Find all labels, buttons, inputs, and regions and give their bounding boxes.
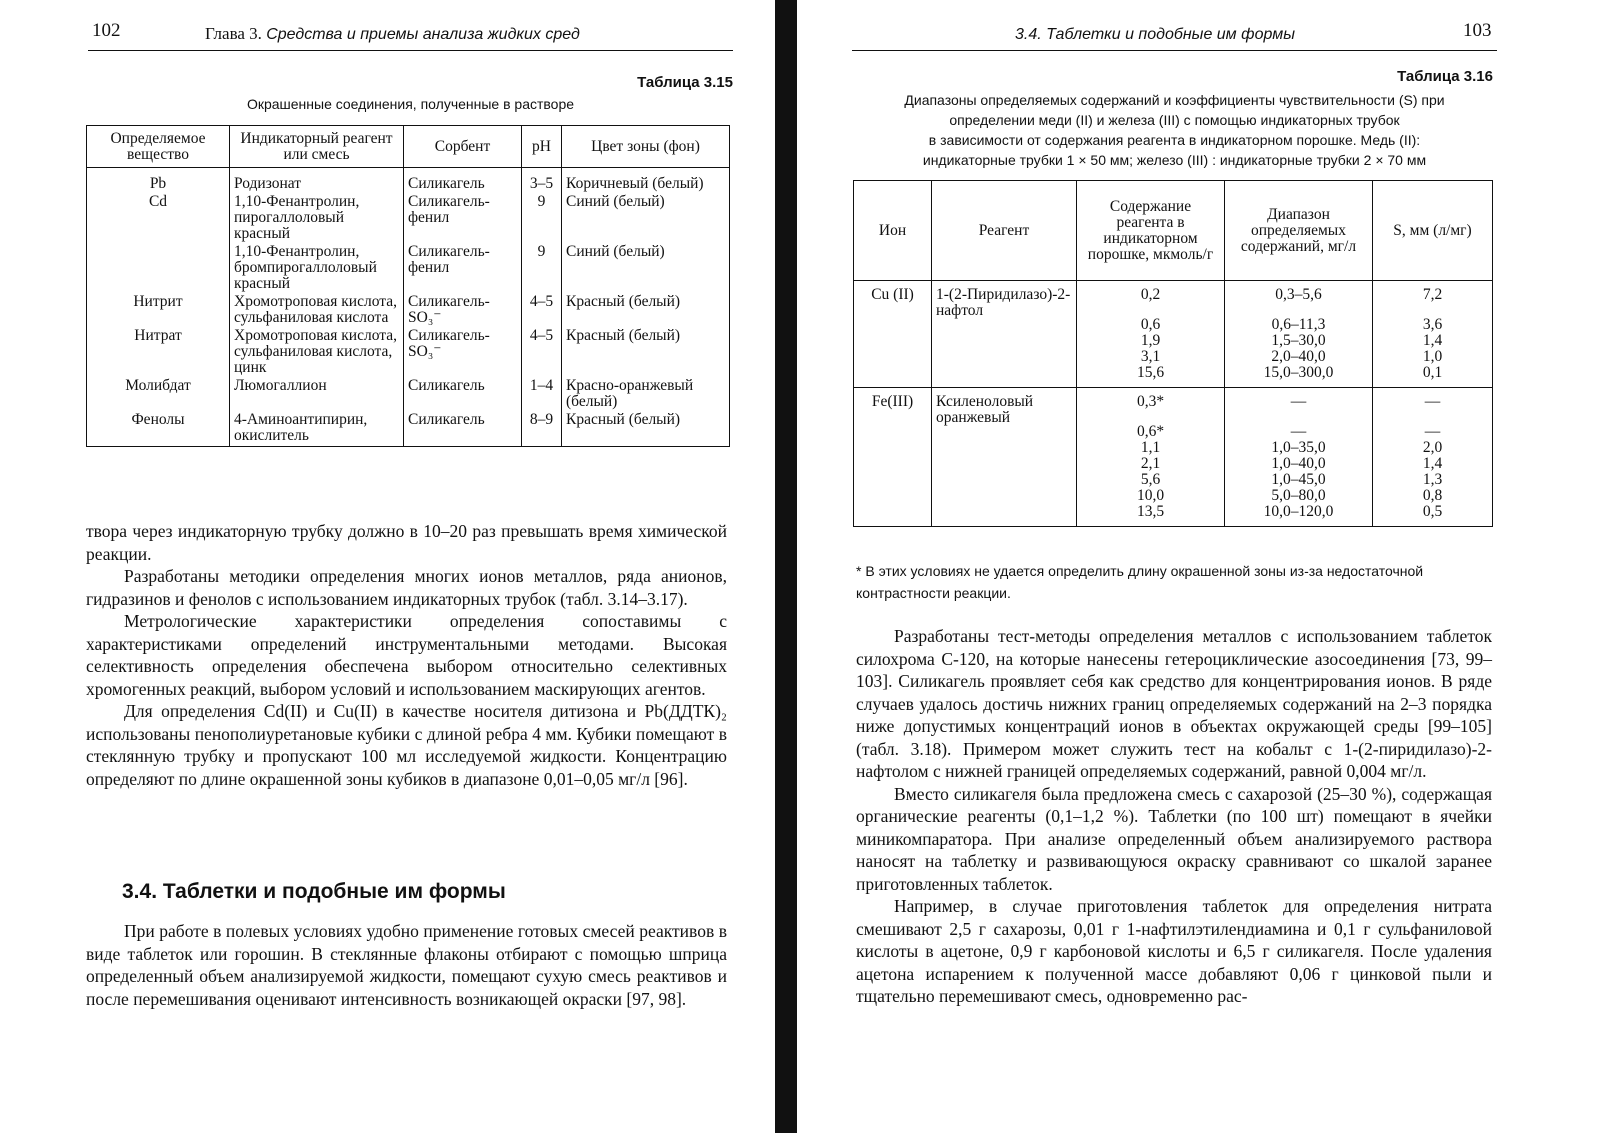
table-row	[854, 281, 1493, 318]
caption-line: определении меди (II) и железа (III) с помощью индикаторных трубок	[949, 112, 1400, 128]
table-cell-range: —	[1225, 388, 1373, 425]
paragraph: Разработаны методики определения многих ионов металлов, ряда анионов, гидразинов и фенолов с использованием индикаторных трубок (табл. 3.14–3.17).	[86, 566, 727, 609]
table-316-body	[854, 281, 1493, 527]
table-316-caption	[852, 90, 1497, 170]
section-body-text	[86, 920, 727, 1010]
table-value: 0,1	[1422, 364, 1443, 381]
table-cell-ion: Fe(III)	[854, 388, 932, 527]
table-row	[87, 168, 730, 195]
table-cell-content-stack	[1077, 424, 1225, 527]
table-value: 1,4	[1422, 332, 1443, 349]
table-value: 2,0–40,0	[1271, 348, 1326, 365]
table-cell-range: 0,3–5,6	[1225, 281, 1373, 318]
paragraph: Вместо силикагеля была предложена смесь с сахарозой (25–30 %), содержащая органические реагенты (0,1–1,2 %). Таблетки (по 100 шт) помещают в ячейки миникомпаратора. При анализе определенный объем анализируемого раствора наносят на таблетку и развивающуюся окраску сравнивают со шкалой заранее приготовленных таблеток.	[856, 783, 1492, 894]
table-cell-sorbent: Силикагель	[404, 378, 522, 412]
table-cell-color: Коричневый (белый)	[562, 168, 730, 195]
table-cell-ph: 4–5	[522, 328, 562, 378]
table-cell-substance: Нитрит	[87, 294, 230, 328]
right-body-text	[856, 625, 1492, 1008]
table-value: 3,1	[1140, 348, 1161, 365]
paragraph: твора через индикаторную трубку должно в 10–20 раз превышать время химической реакции.	[86, 521, 727, 564]
table-316-footnote: * В этих условиях не удается определить длину окрашенной зоны из-за недостаточной контрастности реакции.	[856, 563, 1424, 601]
left-page-number: 102	[92, 20, 121, 41]
table-316-header: Реагент	[932, 181, 1077, 281]
table-cell-color: Красно-оранжевый (белый)	[562, 378, 730, 412]
paragraph: Разработаны тест-методы определения металлов с использованием таблеток силохрома С-120, на которые нанесены гетероциклические азосоединения [73, 99–103]. Силикагель проявляет себя как средство для концентрирования ионов. В ряде случаев удалось достичь нижних границ определяемых содержаний на 2–3 порядка ниже допустимых концентраций ионов в объектах окружающей среды [99–105] (табл. 3.18). Примером может служить тест на кобальт с 1-(2-пиридилазо)-2-нафтолом с нижней границей определяемых содержаний, равной 0,004 мг/л.	[856, 626, 1492, 781]
right-page	[800, 0, 1600, 1133]
table-315-body	[87, 168, 730, 447]
table-value: 1,3	[1422, 471, 1443, 488]
table-value: 0,6–11,3	[1271, 316, 1326, 333]
table-cell-sorbent: Силикагель-фенил	[404, 244, 522, 294]
caption-line: индикаторные трубки 1 × 50 мм; железо (III) : индикаторные трубки 2 × 70 мм	[922, 152, 1427, 168]
table-cell-color: Красный (белый)	[562, 294, 730, 328]
table-row	[87, 194, 730, 244]
table-cell-sorbent: Силикагель-SO₃⁻	[404, 294, 522, 328]
table-315-label: Таблица 3.15	[637, 74, 733, 91]
table-cell-content-stack	[1077, 317, 1225, 388]
table-cell-reagent: Родизонат	[230, 168, 404, 195]
paragraph: Например, в случае приготовления таблеток для определения нитрата смешивают 2,5 г сахарозы, 0,01 г 1-нафтилэтилендиамина и 0,1 г сульфаниловой кислоты в ацетоне, 0,9 г карбоновой кислоты и 6,5 г силикагеля. После удаления ацетона испарением к полученной массе добавляют 0,06 г цинковой пыли и тщательно перемешивают смесь, одновременно рас-	[856, 896, 1492, 1006]
right-section-title: 3.4. Таблетки и подобные им формы	[1015, 26, 1295, 43]
table-cell-range-stack	[1225, 317, 1373, 388]
table-cell-ph: 8–9	[522, 412, 562, 447]
table-cell-color: Красный (белый)	[562, 412, 730, 447]
right-page-number: 103	[1463, 20, 1492, 41]
table-cell-reagent: 1,10-Фенантролин, пирогаллоловый красный	[230, 194, 404, 244]
table-value: 5,0–80,0	[1271, 487, 1326, 504]
table-value: 0,6*	[1136, 423, 1165, 440]
table-value: 5,6	[1140, 471, 1161, 488]
table-value: —	[1424, 423, 1441, 440]
paragraph: При работе в полевых условиях удобно применение готовых смесей реактивов в виде таблеток или горошин. В стеклянные флаконы отбирают с помощью шприца определенный объем анализируемой жидкости, помещают сухую смесь реактивов и после перемешивания оценивают интенсивность возникающей окраски [97, 98].	[86, 921, 727, 1009]
table-value: 15,0–300,0	[1263, 364, 1334, 381]
table-cell-sorbent: Силикагель-SO₃⁻	[404, 328, 522, 378]
table-316-header: Содержание реагента в индикаторном порошке, мкмоль/г	[1077, 181, 1225, 281]
chapter-title: Средства и приемы анализа жидких сред	[266, 26, 580, 43]
table-cell-color: Синий (белый)	[562, 194, 730, 244]
table-315-header: Индикаторный реагент или смесь	[230, 126, 404, 168]
table-cell-reagent: 1,10-Фенантролин, бромпирогаллоловый красный	[230, 244, 404, 294]
table-value: 1,0–35,0	[1271, 439, 1326, 456]
table-cell-content: 0,3*	[1077, 388, 1225, 425]
table-cell-ion: Cu (II)	[854, 281, 932, 388]
table-cell-substance: Pb	[87, 168, 230, 195]
table-cell-substance: Нитрат	[87, 328, 230, 378]
table-315-header: Сорбент	[404, 126, 522, 168]
table-cell-sorbent: Силикагель	[404, 412, 522, 447]
table-315-caption: Окрашенные соединения, полученные в растворе	[246, 96, 575, 112]
table-row	[87, 244, 730, 294]
table-316-label: Таблица 3.16	[1397, 68, 1493, 85]
table-cell-reagent: Хромотроповая кислота, сульфаниловая кислота, цинк	[230, 328, 404, 378]
table-316-header: Диапазон определяемых содержаний, мг/л	[1225, 181, 1373, 281]
table-cell-ph: 9	[522, 194, 562, 244]
table-value: 1,1	[1140, 439, 1161, 456]
table-316	[853, 180, 1493, 527]
table-value: 1,0	[1422, 348, 1443, 365]
table-value: 0,8	[1422, 487, 1443, 504]
table-value: 13,5	[1136, 503, 1165, 520]
right-running-header	[800, 0, 1600, 43]
table-315-header: Определяемое вещество	[87, 126, 230, 168]
table-value: 1,4	[1422, 455, 1443, 472]
table-value: 0,5	[1422, 503, 1443, 520]
right-header-rule	[852, 50, 1497, 51]
table-cell-reagent: Ксиленоловый оранжевый	[932, 388, 1077, 527]
table-316-header: Ион	[854, 181, 932, 281]
table-316-header: S, мм (л/мг)	[1373, 181, 1493, 281]
table-value: 10,0–120,0	[1263, 503, 1334, 520]
caption-line: в зависимости от содержания реагента в индикаторном порошке. Медь (II):	[928, 132, 1421, 148]
table-cell-substance	[87, 244, 230, 294]
table-cell-ph: 4–5	[522, 294, 562, 328]
table-cell-content: 0,2	[1077, 281, 1225, 318]
table-value: 1,9	[1140, 332, 1161, 349]
table-cell-s-stack	[1373, 424, 1493, 527]
table-cell-reagent: 1-(2-Пиридилазо)-2-нафтол	[932, 281, 1077, 388]
table-value: 1,0–45,0	[1271, 471, 1326, 488]
table-value: 1,5–30,0	[1271, 332, 1326, 349]
table-cell-sorbent: Силикагель	[404, 168, 522, 195]
left-header-rule	[88, 50, 733, 51]
table-value: 2,1	[1140, 455, 1161, 472]
table-row	[854, 388, 1493, 425]
table-cell-color: Синий (белый)	[562, 244, 730, 294]
section-heading: 3.4. Таблетки и подобные им формы	[122, 880, 506, 903]
table-cell-ph: 9	[522, 244, 562, 294]
left-running-header	[0, 0, 775, 43]
table-cell-s: 7,2	[1373, 281, 1493, 318]
table-cell-ph: 3–5	[522, 168, 562, 195]
left-body-text	[86, 520, 727, 790]
table-cell-substance: Cd	[87, 194, 230, 244]
table-cell-color: Красный (белый)	[562, 328, 730, 378]
table-cell-s-stack	[1373, 317, 1493, 388]
table-row	[87, 328, 730, 378]
table-cell-substance: Молибдат	[87, 378, 230, 412]
table-315-header: Цвет зоны (фон)	[562, 126, 730, 168]
book-spine	[775, 0, 797, 1133]
table-value: 2,0	[1422, 439, 1443, 456]
table-cell-substance: Фенолы	[87, 412, 230, 447]
table-cell-ph: 1–4	[522, 378, 562, 412]
table-value: 15,6	[1136, 364, 1165, 381]
chapter-prefix: Глава 3.	[205, 24, 262, 43]
table-row	[87, 412, 730, 447]
table-value: 0,6	[1140, 316, 1161, 333]
table-315	[86, 125, 730, 447]
table-315-header: pH	[522, 126, 562, 168]
table-cell-s: —	[1373, 388, 1493, 425]
table-cell-range-stack	[1225, 424, 1373, 527]
table-cell-reagent: 4-Аминоантипирин, окислитель	[230, 412, 404, 447]
caption-line: Диапазоны определяемых содержаний и коэффициенты чувствительности (S) при	[904, 92, 1445, 108]
table-row	[87, 378, 730, 412]
paragraph: Метрологические характеристики определения сопоставимы с характеристиками определений инструментальными методами. Высокая селективность определения обеспечена выбором относительно селективных хромогенных реакций, выбором условий и использованием маскирующих агентов.	[86, 611, 727, 699]
table-value: 3,6	[1422, 316, 1443, 333]
table-value: —	[1290, 423, 1307, 440]
table-value: 10,0	[1136, 487, 1165, 504]
paragraph: Для определения Cd(II) и Cu(II) в качестве носителя дитизона и Pb(ДДТК)₂ использованы пенополиуретановые кубики с длиной ребра 4 мм. Кубики помещают в стеклянную трубку и пропускают 100 мл исследуемой жидкости. Концентрацию определяют по длине окрашенной зоны кубиков в диапазоне 0,01–0,05 мг/л [96].	[86, 701, 727, 789]
table-cell-sorbent: Силикагель-фенил	[404, 194, 522, 244]
table-cell-reagent: Хромотроповая кислота, сульфаниловая кислота	[230, 294, 404, 328]
table-value: 1,0–40,0	[1271, 455, 1326, 472]
table-cell-reagent: Люмогаллион	[230, 378, 404, 412]
table-row	[87, 294, 730, 328]
left-page	[0, 0, 775, 1133]
